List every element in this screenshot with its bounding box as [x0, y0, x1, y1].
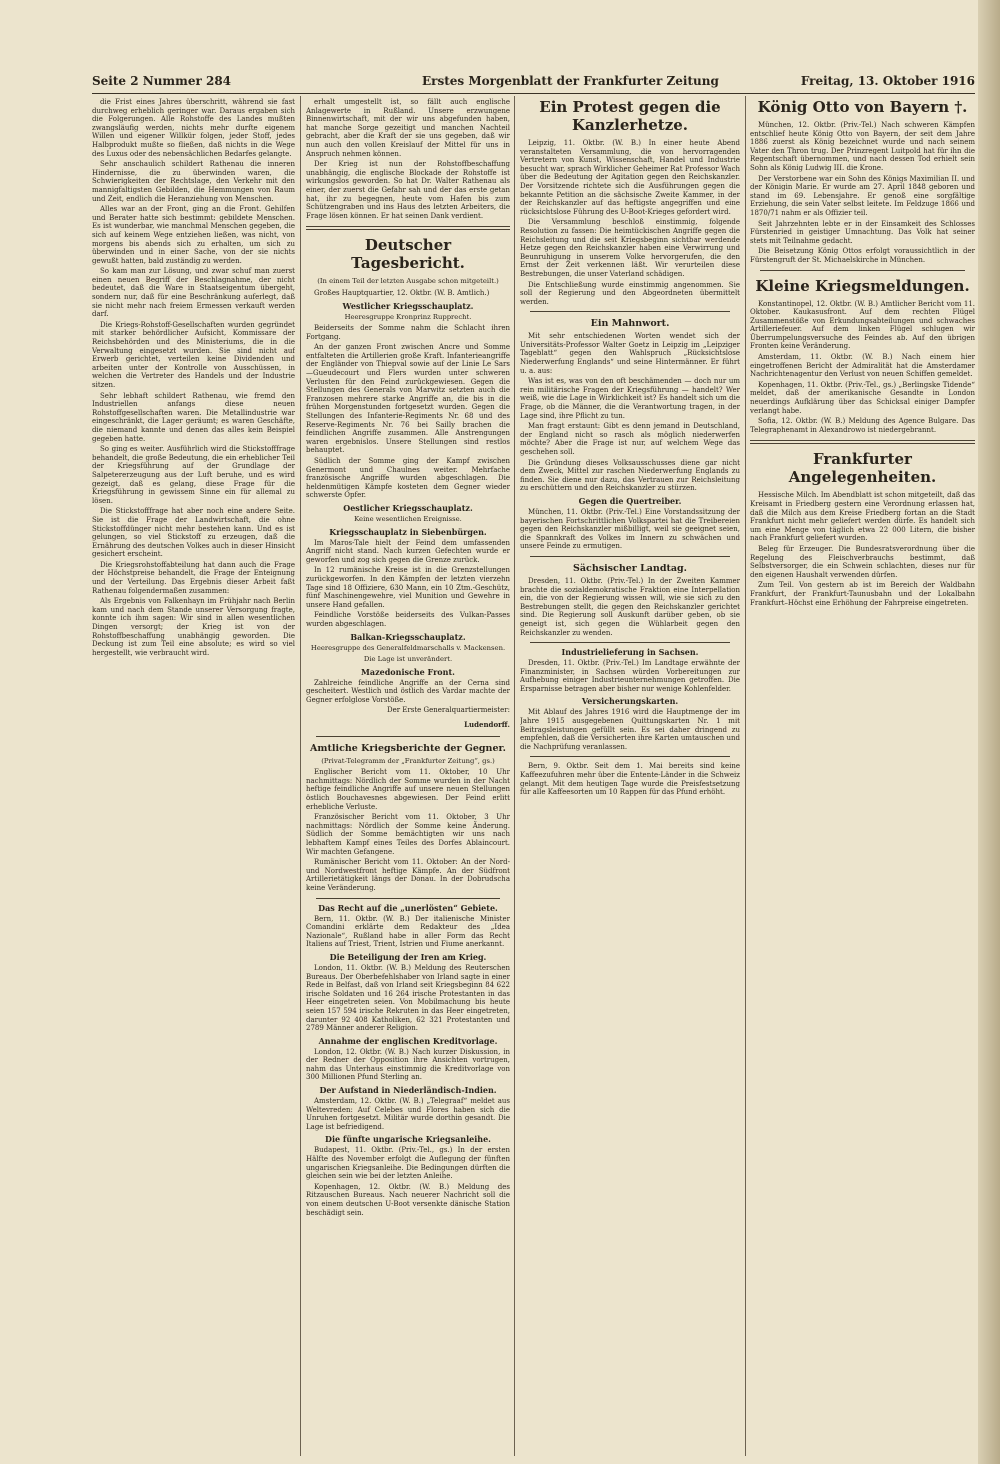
article-paragraph: Amsterdam, 12. Oktbr. (W. B.) „Telegraaf“ meldet aus Weltevreden: Auf Celebes und Flores haben sich die Unruhen fortgesetzt. Militär wurde dorthin gesandt. Die Lage ist befriedigend.: [306, 1097, 510, 1131]
west-front-head: Westlicher Kriegsschauplatz.: [342, 300, 474, 311]
header-masthead: Erstes Morgenblatt der Frankfurter Zeitung: [422, 74, 719, 88]
kleine-title: Kleine Kriegsmeldungen.: [755, 276, 970, 295]
balkan-head: Balkan-Kriegsschauplatz.: [350, 631, 466, 642]
article-paragraph: Seit Jahrzehnten lebte er in der Einsamkeit des Schlosses Fürstenried in geistiger Umnachtung. Das Volk hat seiner stets mit Teilnahme gedacht.: [750, 219, 975, 245]
article-paragraph: London, 11. Oktbr. (W. B.) Meldung des Reuterschen Bureaus. Der Oberbefehlshaber von Irland sagte in einer Rede in Belfast, daß von Irland seit Kriegsbeginn 84 622 irische Soldaten und 16 264 irische Protestanten in das Heer eingetreten seien. Von Mobilmachung bis heute seien 157 594 irische Rekruten in das Heer eingetreten, darunter 92 408 Katholiken, 62 321 Protestanten und 2789 Männer anderer Religion.: [306, 963, 510, 1033]
signature-line: Der Erste Generalquartiermeister:: [386, 706, 510, 715]
article-paragraph: Im Maros-Tale hielt der Feind dem umfassenden Angriff nicht stand. Nach kurzen Gefechten wurde er geworfen und zog sich gegen die Grenze zurück.: [306, 538, 510, 564]
article-paragraph: Rumänischer Bericht vom 11. Oktober: An der Nord- und Nordwestfront heftige Kämpfe. An der Südfront Artillerietätigkeit längs der Donau. In der Dobrudscha keine Veränderung.: [306, 858, 510, 892]
article-paragraph: Die Kriegs-Rohstoff-Gesellschaften wurden gegründet mit starker behördlicher Aufsicht, Kommissare der Reichsbehörden und des Ministeriums, die in die Verwaltung eingesetzt wurden. Sie sind nicht auf Erwerb gerichtet, verteilen keine Dividenden und arbeiten unter der Kontrolle von Ausschüssen, in welchen die Vertreter des Handels und der Industrie sitzen.: [92, 320, 295, 389]
article-paragraph: Dresden, 11. Oktbr. (Priv.-Tel.) In der Zweiten Kammer brachte die sozialdemokratische Fraktion eine Interpellation ein, die von der Regierung wissen will, wie sie sich zu den Bestrebungen stellt, die gegen den Reichskanzler gerichtet sind. Die Regierung soll Auskunft darüber geben, ob sie geneigt ist, sich gegen die Wühlarbeit gegen den Reichskanzler zu wenden.: [520, 576, 740, 637]
section-rule: [530, 756, 730, 757]
column-1: [92, 98, 295, 1448]
iren-title: Die Beteiligung der Iren am Krieg.: [329, 951, 487, 962]
article-paragraph: Was ist es, was von den oft beschämenden — doch nur um rein militärische Fragen der Kriegsführung — handelt? Wer weiß, wie die Lage in Wirklichkeit ist? Es handelt sich um die Frage, ob die Männer, die die Verantwortung tragen, in der Lage sind, ihre Pflicht zu tun.: [520, 377, 740, 420]
section-rule: [530, 642, 730, 643]
article-paragraph: Beiderseits der Somme nahm die Schlacht ihren Fortgang.: [306, 324, 510, 341]
article-paragraph: Bern, 9. Oktbr. Seit dem 1. Mai bereits sind keine Kaffeezufuhren mehr über die Entente-Länder in die Schweiz gelangt. Mit dem heutigen Tage wurde die Preisfestsetzung für alle Kaffeesorten um 10 Rappen für das Pfund erhöht.: [520, 762, 740, 797]
column-divider: [300, 96, 301, 1456]
article-paragraph: Kopenhagen, 12. Oktbr. (W. B.) Meldung des Ritzauschen Bureaus. Nach neuerer Nachricht soll die von einem deutschen U-Boot versenkte dänische Station beschädigt sein.: [306, 1182, 510, 1217]
balkan-text: Die Lage ist unverändert.: [363, 655, 453, 664]
article-paragraph: Konstantinopel, 12. Oktbr. (W. B.) Amtlicher Bericht vom 11. Oktober. Kaukasusfront. Auf dem rechten Flügel Zusammenstöße von Erkundungsabteilungen und schwaches Artilleriefeuer. Auf dem linken Flügel schlugen wir Überrumpelungsversuche des Feindes ab. Auf den übrigen Fronten keine Veränderung.: [750, 299, 975, 351]
section-rule: [530, 556, 730, 557]
frankfurt-title: Frankfurter Angelegenheiten.: [788, 450, 937, 487]
article-paragraph: An der ganzen Front zwischen Ancre und Somme entfalteten die Artillerien große Kraft. Infanterieangriffe der Engländer von Thiepval sowie auf der Linie Le Sars—Gueudecourt und Flers wurden unter schweren Verlusten für den Feind zurückgewiesen. Gegen die Stellungen des Generals von Marwitz setzten auch die Franzosen mehrere starke Angriffe an, die bis in die frühen Morgenstunden fortgesetzt wurden. Gegen die Stellungen des Infanterie-Regiments Nr. 68 und des Reserve-Regiments Nr. 76 bei Sailly brachen die feindlichen Angriffe zusammen. Alle Anstrengungen waren ergebnislos. Unsere Stellungen sind restlos behauptet.: [306, 343, 510, 455]
article-paragraph: Die Entschließung wurde einstimmig angenommen. Sie soll der Regierung und den Abgeordneten übermittelt werden.: [520, 280, 740, 306]
gegner-title: Amtliche Kriegsberichte der Gegner.: [310, 742, 506, 754]
versicherung-title: Versicherungskarten.: [581, 696, 679, 707]
east-front-head: Oestlicher Kriegsschauplatz.: [343, 502, 473, 513]
article-paragraph: Der Krieg ist nun der Rohstoffbeschaffung unabhängig, die englische Blockade der Rohstoffe ist wirkungslos geworden. So hat Dr. Walter Rathenau als einer, der zuerst die Gefahr sah und der das erste getan hat, ihr zu begegnen, heute vom Hafen bis zum Schützengraben und ins Haus des letzten Arbeiters, die Frage lösen können. Er hat seinen Dank verdient.: [306, 160, 510, 220]
article-paragraph: Als Ergebnis von Falkenhayn im Frühjahr nach Berlin kam und nach dem Stande unserer Versorgung fragte, konnte ich ihm sagen: Wir sind in allen wesentlichen Dingen versorgt; der Krieg ist von der Rohstoffbeschaffung unabhängig geworden. Die Deckung ist zum Teil eine absolute; es wird so viel hergestellt, wie verbraucht wird.: [92, 597, 295, 657]
siebenbuergen-head: Kriegsschauplatz in Siebenbürgen.: [329, 526, 487, 537]
balkan-sub: Heeresgruppe des Generalfeldmarschalls v. Mackensen.: [310, 643, 506, 652]
column-2: [306, 98, 510, 1448]
section-rule: [316, 736, 500, 737]
landtag-title: Sächsischer Landtag.: [573, 562, 687, 574]
mazedonien-head: Mazedonische Front.: [361, 666, 455, 677]
section-rule: [316, 898, 500, 899]
west-front-sub: Heeresgruppe Kronprinz Rupprecht.: [344, 312, 472, 321]
article-paragraph: Die Kriegsrohstoffabteilung hat dann auch die Frage der Höchstpreise behandelt, die Frage der Enteignung und der Verteilung. Das Ergebnis dieser Arbeit faßt Rathenau folgendermaßen zusammen:: [92, 560, 295, 595]
column-divider: [514, 96, 515, 1456]
article-paragraph: Leipzig, 11. Oktbr. (W. B.) In einer heute Abend veranstalteten Versammlung, die von hervorragenden Vertretern von Kunst, Wissenschaft, Handel und Industrie besucht war, sprach Wirklicher Geheimer Rat Professor Wach über die Bedeutung der Agitation gegen den Reichskanzler. Der Vorsitzende richtete sich die Ausführungen gegen die bekannte Petition an die sächsische Zweite Kammer, in der der Reichskanzler auf das heftigste angegriffen und eine rücksichtslose Führung des U-Boot-Krieges gefordert wird.: [520, 139, 740, 216]
tagesbericht-title: Deutscher Tagesbericht.: [351, 236, 465, 273]
article-paragraph: Sehr lebhaft schildert Rathenau, wie fremd den Industriellen anfangs diese neuen Rohstoffgesellschaften waren. Die Metallindustrie war eingeschränkt, die Lager geräumt; es waren Geschäfte, die niemand kannte und denen das alles kein Beispiel gegeben hatte.: [92, 391, 295, 443]
article-paragraph: Dresden, 11. Oktbr. (Priv.-Tel.) Im Landtage erwähnte der Finanzminister, in Sachsen würden Vorbereitungen zur Aufhebung einiger Industrieunternehmungen getroffen. Die Ersparnisse betragen aber bisher nur wenige Kohlenfelder.: [520, 659, 740, 693]
section-rule: [760, 270, 965, 271]
article-paragraph: So kam man zur Lösung, und zwar schuf man zuerst einen neuen Begriff der Beschlagnahme, der nicht bedeutet, daß die Ware in Staatseigentum übergeht, sondern nur, daß für eine Beschränkung auferlegt, daß sie nicht mehr nach freiem Ermessen verkauft werden darf.: [92, 267, 295, 319]
page-header: [92, 74, 975, 92]
article-paragraph: Zahlreiche feindliche Angriffe an der Cerna sind gescheitert. Westlich und östlich des Vardar machte der Gegner erfolglose Vorstöße.: [306, 678, 510, 704]
article-paragraph: München, 11. Oktbr. (Priv.-Tel.) Eine Vorstandssitzung der bayerischen Fortschrittlichen Volkspartei hat die Treibereien gegen den Reichskanzler mißbilligt, weil sie geeignet seien, die Spannkraft des Volkes im Innern zu schwächen und unsere Feinde zu ermutigen.: [520, 507, 740, 551]
column-divider: [745, 96, 746, 1456]
article-paragraph: Beleg für Erzeuger. Die Bundesratsverordnung über die Regelung des Fleischverbrauchs bestimmt, daß Selbstversorger, die ein Schwein schlachten, dieses nur für den eigenen Haushalt verwenden dürfen.: [750, 544, 975, 579]
article-paragraph: Zum Teil. Von gestern ab ist im Bereich der Waldbahn Frankfurt, der Frankfurt-Taunusbahn und der Lokalbahn Frankfurt–Höchst eine Erhöhung der Fahrpreise eingetreten.: [750, 581, 975, 607]
article-paragraph: erhalt umgestellt ist, so fällt auch englische Anlagewerte in Rußland. Unsere erzwungene Binnenwirtschaft, mit der wir uns abgefunden haben, hat manche Sorge gezeitigt und manchen Nachteil gebracht, aber die Kraft der sie uns gegeben, daß wir nun auch den vollen Kreislauf der Mittel für uns in Anspruch nehmen können.: [306, 98, 510, 158]
quertreiber-title: Gegen die Quertreiber.: [578, 495, 682, 506]
article-paragraph: Sehr anschaulich schildert Rathenau die inneren Hindernisse, die zu überwinden waren, die Schwierigkeiten der Rechtslage, den Verkehr mit den mannigfaltigsten Gebilden, die Hemmungen von Raum und Zeit, endlich die Heranziehung von Menschen.: [92, 160, 295, 203]
article-paragraph: Hessische Milch. Im Abendblatt ist schon mitgeteilt, daß das Kreisamt in Friedberg gestern eine Verordnung erlassen hat, daß die Milch aus dem Kreise Friedberg fortan an die Stadt Frankfurt nicht mehr geliefert werden dürfe. Es handelt sich um eine Menge von täglich etwa 22 000 Litern, die bisher nach Frankfurt geliefert wurden.: [750, 491, 975, 543]
article-paragraph: Französischer Bericht vom 11. Oktober, 3 Uhr nachmittags: Nördlich der Somme keine Änderung. Südlich der Somme bemächtigten wir uns nach lebhaftem Kampf eines Teiles des Dorfes Ablaincourt. Wir machten Gefangene.: [306, 813, 510, 856]
article-paragraph: Feindliche Vorstöße beiderseits des Vulkan-Passes wurden abgeschlagen.: [306, 611, 510, 628]
aufstand-title: Der Aufstand in Niederländisch-Indien.: [319, 1085, 497, 1096]
article-paragraph: Englischer Bericht vom 11. Oktober, 10 Uhr nachmittags: Nördlich der Somme wurden in der Nacht heftige feindliche Angriffe auf unsere neuen Stellungen östlich Bouchavesnes abgewiesen. Der Feind erlitt erhebliche Verluste.: [306, 768, 510, 811]
article-paragraph: Alles war an der Front, ging an die Front. Gehilfen und Berater hatte sich bestimmt: gebildete Menschen. Es ist wunderbar, wie manchmal Menschen gegeben, die sich auf keinem Wege entziehen ließen, was nicht, von morgens bis abends sich zu erhalten, um sich zu überwinden und in einer Sache, von der sie nichts gewußt hatten, bald zuständig zu werden.: [92, 205, 295, 265]
article-paragraph: So ging es weiter. Ausführlich wird die Stickstofffrage behandelt, die große Bedeutung, die ein erheblicher Teil der Kriegsführung auf der Grundlage der Salpetererzeugung aus der Luft beruhe, und es wird gezeigt, daß es gelang, diese Frage für die Kriegsführung in gewissem Sinne ein für allemal zu lösen.: [92, 445, 295, 505]
article-paragraph: die Frist eines Jahres überschritt, während sie fast durchweg erheblich geringer war. Daraus ergaben sich die Folgerungen. Alle Rohstoffe des Landes mußten zwangsläufig werden, nichts mehr durfte eigenem Willen und eigener Willkür folgen, jeder Stoff, jedes Halbprodukt mußte so fließen, daß nichts in die Wege des Luxus oder des nebensächlichen Bedarfes gelangte.: [92, 98, 295, 158]
article-paragraph: London, 12. Oktbr. (W. B.) Nach kurzer Diskussion, in der Redner der Opposition ihre Ansichten vortrugen, nahm das Unterhaus einstimmig die Kreditvorlage von 300 Millionen Pfund Sterling an.: [306, 1047, 510, 1082]
section-rule: [306, 226, 510, 230]
article-paragraph: Die Gründung dieses Volksausschusses diene gar nicht dem Zweck, Mittel zur raschen Niederwerfung Englands zu finden. Sie diene nur dazu, das Vertrauen zur Reichsleitung zu erschüttern und den Reichskanzler zu stürzen.: [520, 458, 740, 493]
anleihe-title: Die fünfte ungarische Kriegsanleihe.: [325, 1134, 491, 1145]
mahnwort-title: Ein Mahnwort.: [590, 318, 670, 330]
tagesbericht-sub: (In einem Teil der letzten Ausgabe schon mitgeteilt.): [317, 277, 499, 286]
section-rule: [530, 311, 730, 312]
east-front-text: Keine wesentlichen Ereignisse.: [354, 514, 462, 523]
article-paragraph: Man fragt erstaunt: Gibt es denn jemand in Deutschland, der England nicht so rasch als möglich niederwerfen möchte? Aber die Frage ist nur, auf welchem Wege das geschehen soll.: [520, 422, 740, 456]
kredit-title: Annahme der englischen Kreditvorlage.: [318, 1035, 498, 1046]
article-paragraph: Kopenhagen, 11. Oktbr. (Priv.-Tel., gs.) „Berlingske Tidende“ meldet, daß der amerikanische Gesandte in London neuerdings Aufklärung über das Schicksal einiger Dampfer verlangt habe.: [750, 380, 975, 415]
protest-title: Ein Protest gegen die Kanzlerhetze.: [539, 98, 721, 134]
industrie-title: Industrielieferung in Sachsen.: [561, 647, 699, 658]
column-3: [520, 98, 740, 1448]
article-paragraph: Mit sehr entschiedenen Worten wendet sich der Universitäts-Professor Walter Goetz in Leipzig im „Leipziger Tageblatt“ gegen den Wahlspruch „Rücksichtslose Niederwerfung Englands“ und seine Hintermänner. Er führt u. a. aus:: [520, 332, 740, 375]
recht-title: Das Recht auf die „unerlösten“ Gebiete.: [318, 902, 498, 913]
section-rule: [750, 440, 975, 444]
article-paragraph: Der Verstorbene war ein Sohn des Königs Maximilian II. und der Königin Marie. Er wurde am 27. April 1848 geboren und stand im 69. Lebensjahre. Er genoß eine sorgfältige Erziehung, die sein Vater selbst leitete. Im Feldzuge 1866 und 1870/71 nahm er als Offizier teil.: [750, 174, 975, 217]
article-paragraph: Die Beisetzung König Ottos erfolgt voraussichtlich in der Fürstengruft der St. Michaelskirche in München.: [750, 247, 975, 264]
article-paragraph: Bern, 11. Oktbr. (W. B.) Der italienische Minister Comandini erklärte dem Redakteur des „Idea Nazionale“, Rußland habe in aller Form das Recht Italiens auf Triest, Trient, Istrien und Fiume anerkannt.: [306, 914, 510, 949]
article-paragraph: Budapest, 11. Oktbr. (Priv.-Tel., gs.) In der ersten Hälfte des November erfolgt die Auflegung der fünften ungarischen Kriegsanleihe. Die Bedingungen dürften die gleichen sein wie bei der letzten Anleihe.: [306, 1146, 510, 1181]
article-paragraph: Die Stickstofffrage hat aber noch eine andere Seite. Sie ist die Frage der Landwirtschaft, die ohne Stickstoffdünger nicht mehr bestehen kann. Und es ist gelungen, so viel Stickstoff zu erzeugen, daß die Ernährung des deutschen Volkes auch in dieser Hinsicht gesichert erscheint.: [92, 507, 295, 559]
article-paragraph: Mit Ablauf des Jahres 1916 wird die Hauptmenge der im Jahre 1915 ausgegebenen Quittungskarten Nr. 1 mit Beitragsleistungen gefüllt sein. Es sei daher dringend zu empfehlen, daß die Versicherten ihre Karten umtauschen und die Nachprüfung veranlassen.: [520, 708, 740, 751]
article-paragraph: Sofia, 12. Oktbr. (W. B.) Meldung des Agence Bulgare. Das Telegraphenamt in Alexandrowo ist niedergebrannt.: [750, 417, 975, 434]
otto-title: König Otto von Bayern †.: [757, 98, 968, 116]
page-edge-shadow: [978, 0, 1000, 1464]
article-paragraph: Amsterdam, 11. Oktbr. (W. B.) Nach einem hier eingetroffenen Bericht der Admiralität hat die Amsterdamer Nachrichtenagentur den Verlust von neuen Schiffen gemeldet.: [750, 353, 975, 379]
header-rule: [92, 93, 975, 94]
article-paragraph: Die Versammlung beschloß einstimmig, folgende Resolution zu fassen: Die heimtückischen Angriffe gegen die Reichsleitung und die seit Kriegsbeginn sichtbar werdende Hetze gegen den Reichskanzler haben eine Verwirrung und Beunruhigung in unserem Volke hervorgerufen, die den Ernst der Zeit verkennen läßt. Wir verurteilen diese Bestrebungen, die unser Vaterland schädigen.: [520, 218, 740, 278]
article-paragraph: In 12 rumänische Kreise ist in die Grenzstellungen zurückgeworfen. In den Kämpfen der letzten vierzehn Tage sind 18 Offiziere, 630 Mann, ein 10 Ztm.-Geschütz, fünf Maschinengewehre, viel Munition und Gewehre in unsere Hand gefallen.: [306, 566, 510, 609]
article-paragraph: Südlich der Somme ging der Kampf zwischen Genermont und Chaulnes weiter. Mehrfache französische Angriffe wurden abgeschlagen. Die heldenmütigen Kämpfe kosteten dem Gegner wieder schwerste Opfer.: [306, 457, 510, 500]
gegner-sub: (Privat-Telegramm der „Frankfurter Zeitung“, gs.): [321, 756, 495, 765]
signature-name: Ludendorff.: [464, 720, 510, 730]
column-4: [750, 98, 975, 1448]
article-paragraph: München, 12. Oktbr. (Priv.-Tel.) Nach schweren Kämpfen entschlief heute König Otto von Bayern, der seit dem Jahre 1886 zuerst als König bezeichnet wurde und nach seinem Vater den Thron trug. Der Prinzregent Luitpold hat für ihn die Regentschaft übernommen, und nach dessen Tod erhielt sein Sohn als König Ludwig III. die Krone.: [750, 121, 975, 172]
tagesbericht-dateline: Großes Hauptquartier, 12. Oktbr. (W. B. Amtlich.): [314, 288, 490, 297]
header-date: Freitag, 13. Oktober 1916: [800, 74, 975, 88]
header-page-number: Seite 2 Nummer 284: [92, 74, 232, 88]
